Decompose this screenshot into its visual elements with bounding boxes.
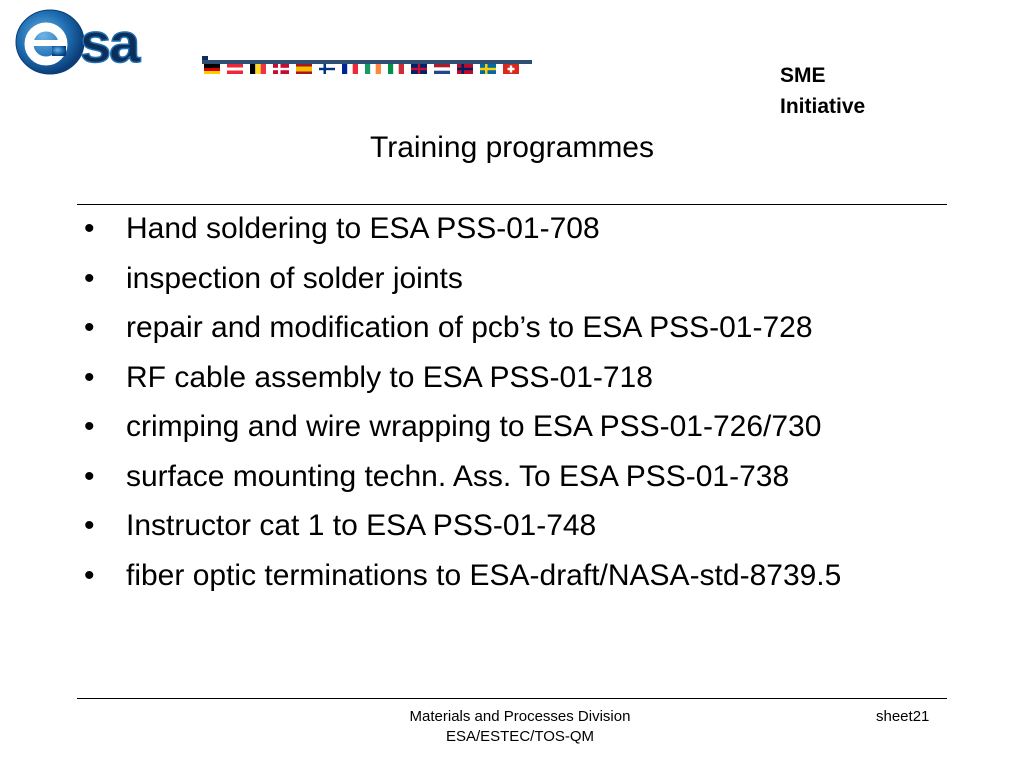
bullet-icon: • bbox=[84, 360, 95, 394]
sme-line-2: Initiative bbox=[780, 95, 866, 118]
footer-division-line-1: Materials and Processes Division bbox=[409, 708, 631, 725]
sheet-number: sheet21 bbox=[876, 708, 930, 725]
list-item-text: fiber optic terminations to ESA-draft/NASA-std-8739.5 bbox=[126, 558, 842, 592]
list-item-text: surface mounting techn. Ass. To ESA PSS-01-738 bbox=[126, 459, 790, 493]
list-item-text: Instructor cat 1 to ESA PSS-01-748 bbox=[126, 509, 597, 542]
list-item bbox=[84, 406, 944, 447]
bullet-icon: • bbox=[84, 410, 95, 443]
list-item-text: repair and modification of pcb’s to ESA PSS-01-728 bbox=[126, 311, 813, 344]
footer-division-line-2: ESA/ESTEC/TOS-QM bbox=[445, 728, 595, 745]
list-item bbox=[84, 555, 886, 596]
list-item bbox=[84, 208, 944, 249]
list-item-text: Hand soldering to ESA PSS-01-708 bbox=[126, 212, 600, 245]
bullet-icon: • bbox=[84, 212, 95, 245]
bullet-icon: • bbox=[84, 558, 95, 592]
sme-initiative-label bbox=[780, 60, 865, 122]
sme-line-1: SME bbox=[780, 64, 826, 87]
list-item-text: inspection of solder joints bbox=[126, 261, 463, 295]
list-item-text: RF cable assembly to ESA PSS-01-718 bbox=[126, 360, 653, 394]
title-divider bbox=[77, 204, 947, 205]
training-list bbox=[84, 208, 944, 604]
esa-logo bbox=[12, 6, 532, 84]
bullet-icon: • bbox=[84, 261, 95, 295]
list-item bbox=[84, 456, 944, 497]
slide-title: Training programmes bbox=[370, 131, 654, 164]
footer-divider bbox=[77, 698, 947, 699]
bullet-icon: • bbox=[84, 459, 95, 493]
bullet-icon: • bbox=[84, 311, 95, 344]
member-flags-icon bbox=[204, 64, 519, 74]
bullet-icon: • bbox=[84, 509, 95, 542]
list-item bbox=[84, 505, 944, 546]
list-item bbox=[84, 307, 944, 348]
footer-division bbox=[0, 707, 1024, 747]
list-item bbox=[84, 258, 944, 299]
logo-text: sa bbox=[80, 11, 139, 74]
list-item-text: crimping and wire wrapping to ESA PSS-01-726/730 bbox=[126, 410, 822, 443]
list-item bbox=[84, 357, 944, 398]
